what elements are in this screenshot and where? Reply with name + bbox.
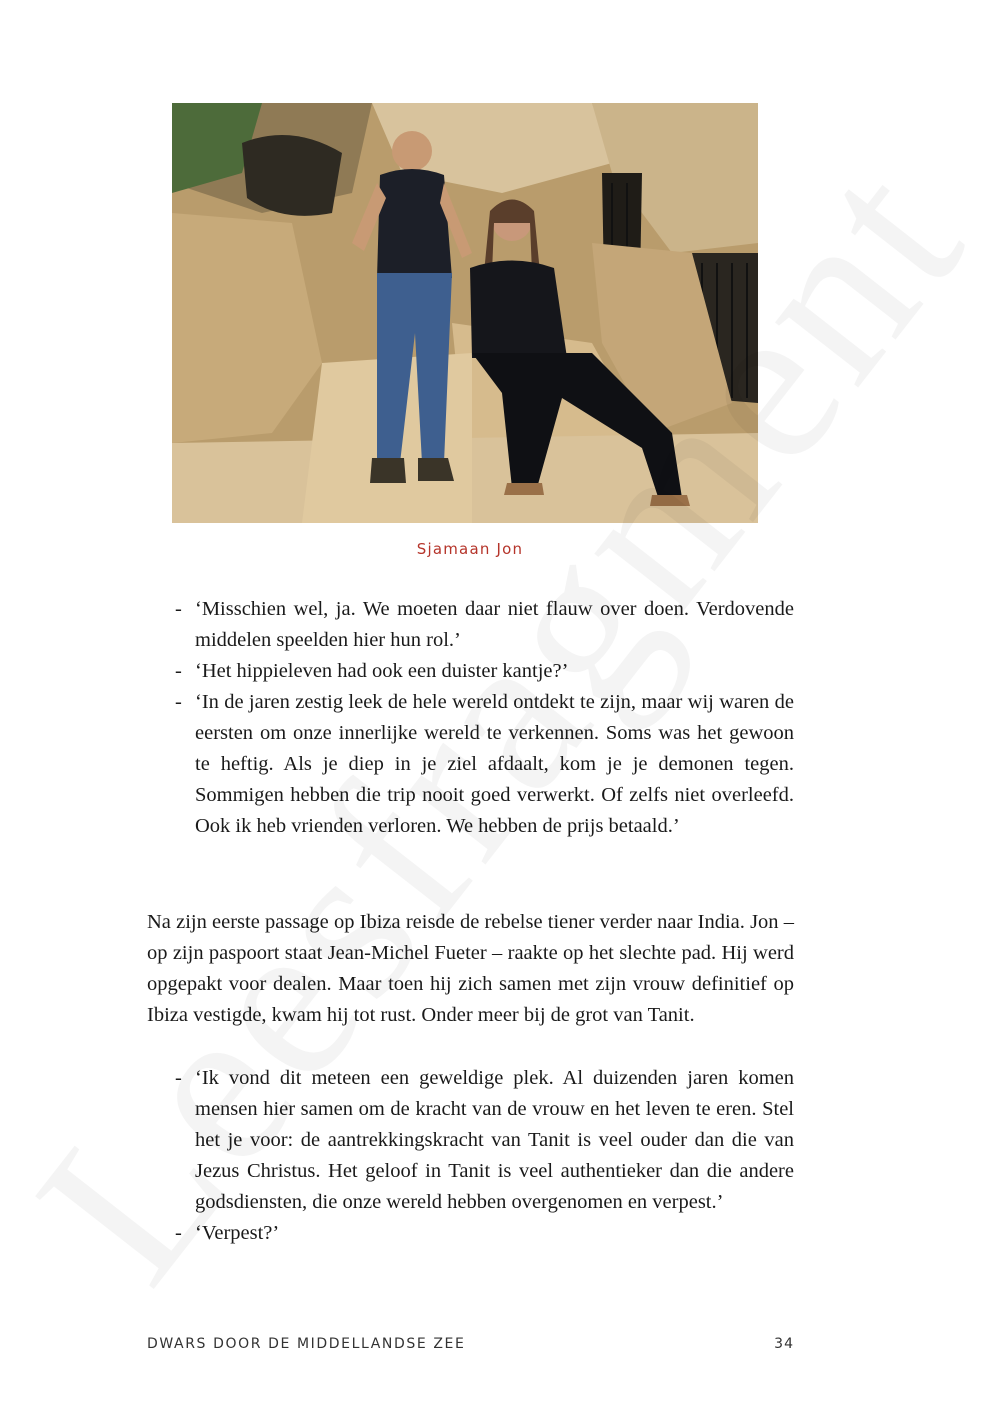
paragraph-text: Na zijn eerste passage op Ibiza reisde de rebelse tiener verder naar India. Jon – op zijn paspoort staat Jean-Michel Fueter – raakte op het slechte pad. Hij werd opgepakt voor dealen. Maar toen hij zich samen met zijn vrouw definitief op Ibiza vestigde, kwam hij tot rust. Onder meer bij de grot van Tanit.: [147, 911, 794, 1026]
body-paragraph: [147, 907, 794, 1031]
dialogue-line: - ‘Het hippieleven had ook een duister kantje?’: [175, 660, 569, 682]
dialogue-line: - ‘Misschien wel, ja. We moeten daar niet flauw over doen. Verdovende middelen speelden hier hun rol.’: [175, 598, 794, 651]
book-title: DWARS DOOR DE MIDDELLANDSE ZEE: [147, 1336, 466, 1352]
dialogue-block-2: [147, 1063, 794, 1249]
dialogue-line: - ‘Ik vond dit meteen een geweldige plek. Al duizenden jaren komen mensen hier samen om de kracht van de vrouw en het leven te eren. Stel het je voor: de aantrekkingskracht van Tanit is veel ouder dan die van Jezus Christus. Het geloof in Tanit is veel authentieker dan die andere godsdiensten, die onze wereld hebben overgenomen en verpest.’: [175, 1067, 794, 1213]
dialogue-line: - ‘In de jaren zestig leek de hele wereld ontdekt te zijn, maar wij waren de eersten om onze innerlijke wereld te verkennen. Soms was het gewoon te heftig. Als je diep in je ziel afdaalt, kom je je demonen tegen. Sommigen hebben die trip nooit goed verwerkt. Of zelfs niet overleefd. Ook ik heb vrienden verloren. We hebben de prijs betaald.’: [175, 691, 794, 837]
photo: [172, 103, 758, 523]
dialogue-line: - ‘Verpest?’: [175, 1222, 280, 1244]
photo-illustration: [172, 103, 758, 523]
photo-caption: Sjamaan Jon: [416, 540, 524, 558]
dialogue-block-1: [147, 594, 794, 842]
page-number: 34: [774, 1336, 794, 1352]
